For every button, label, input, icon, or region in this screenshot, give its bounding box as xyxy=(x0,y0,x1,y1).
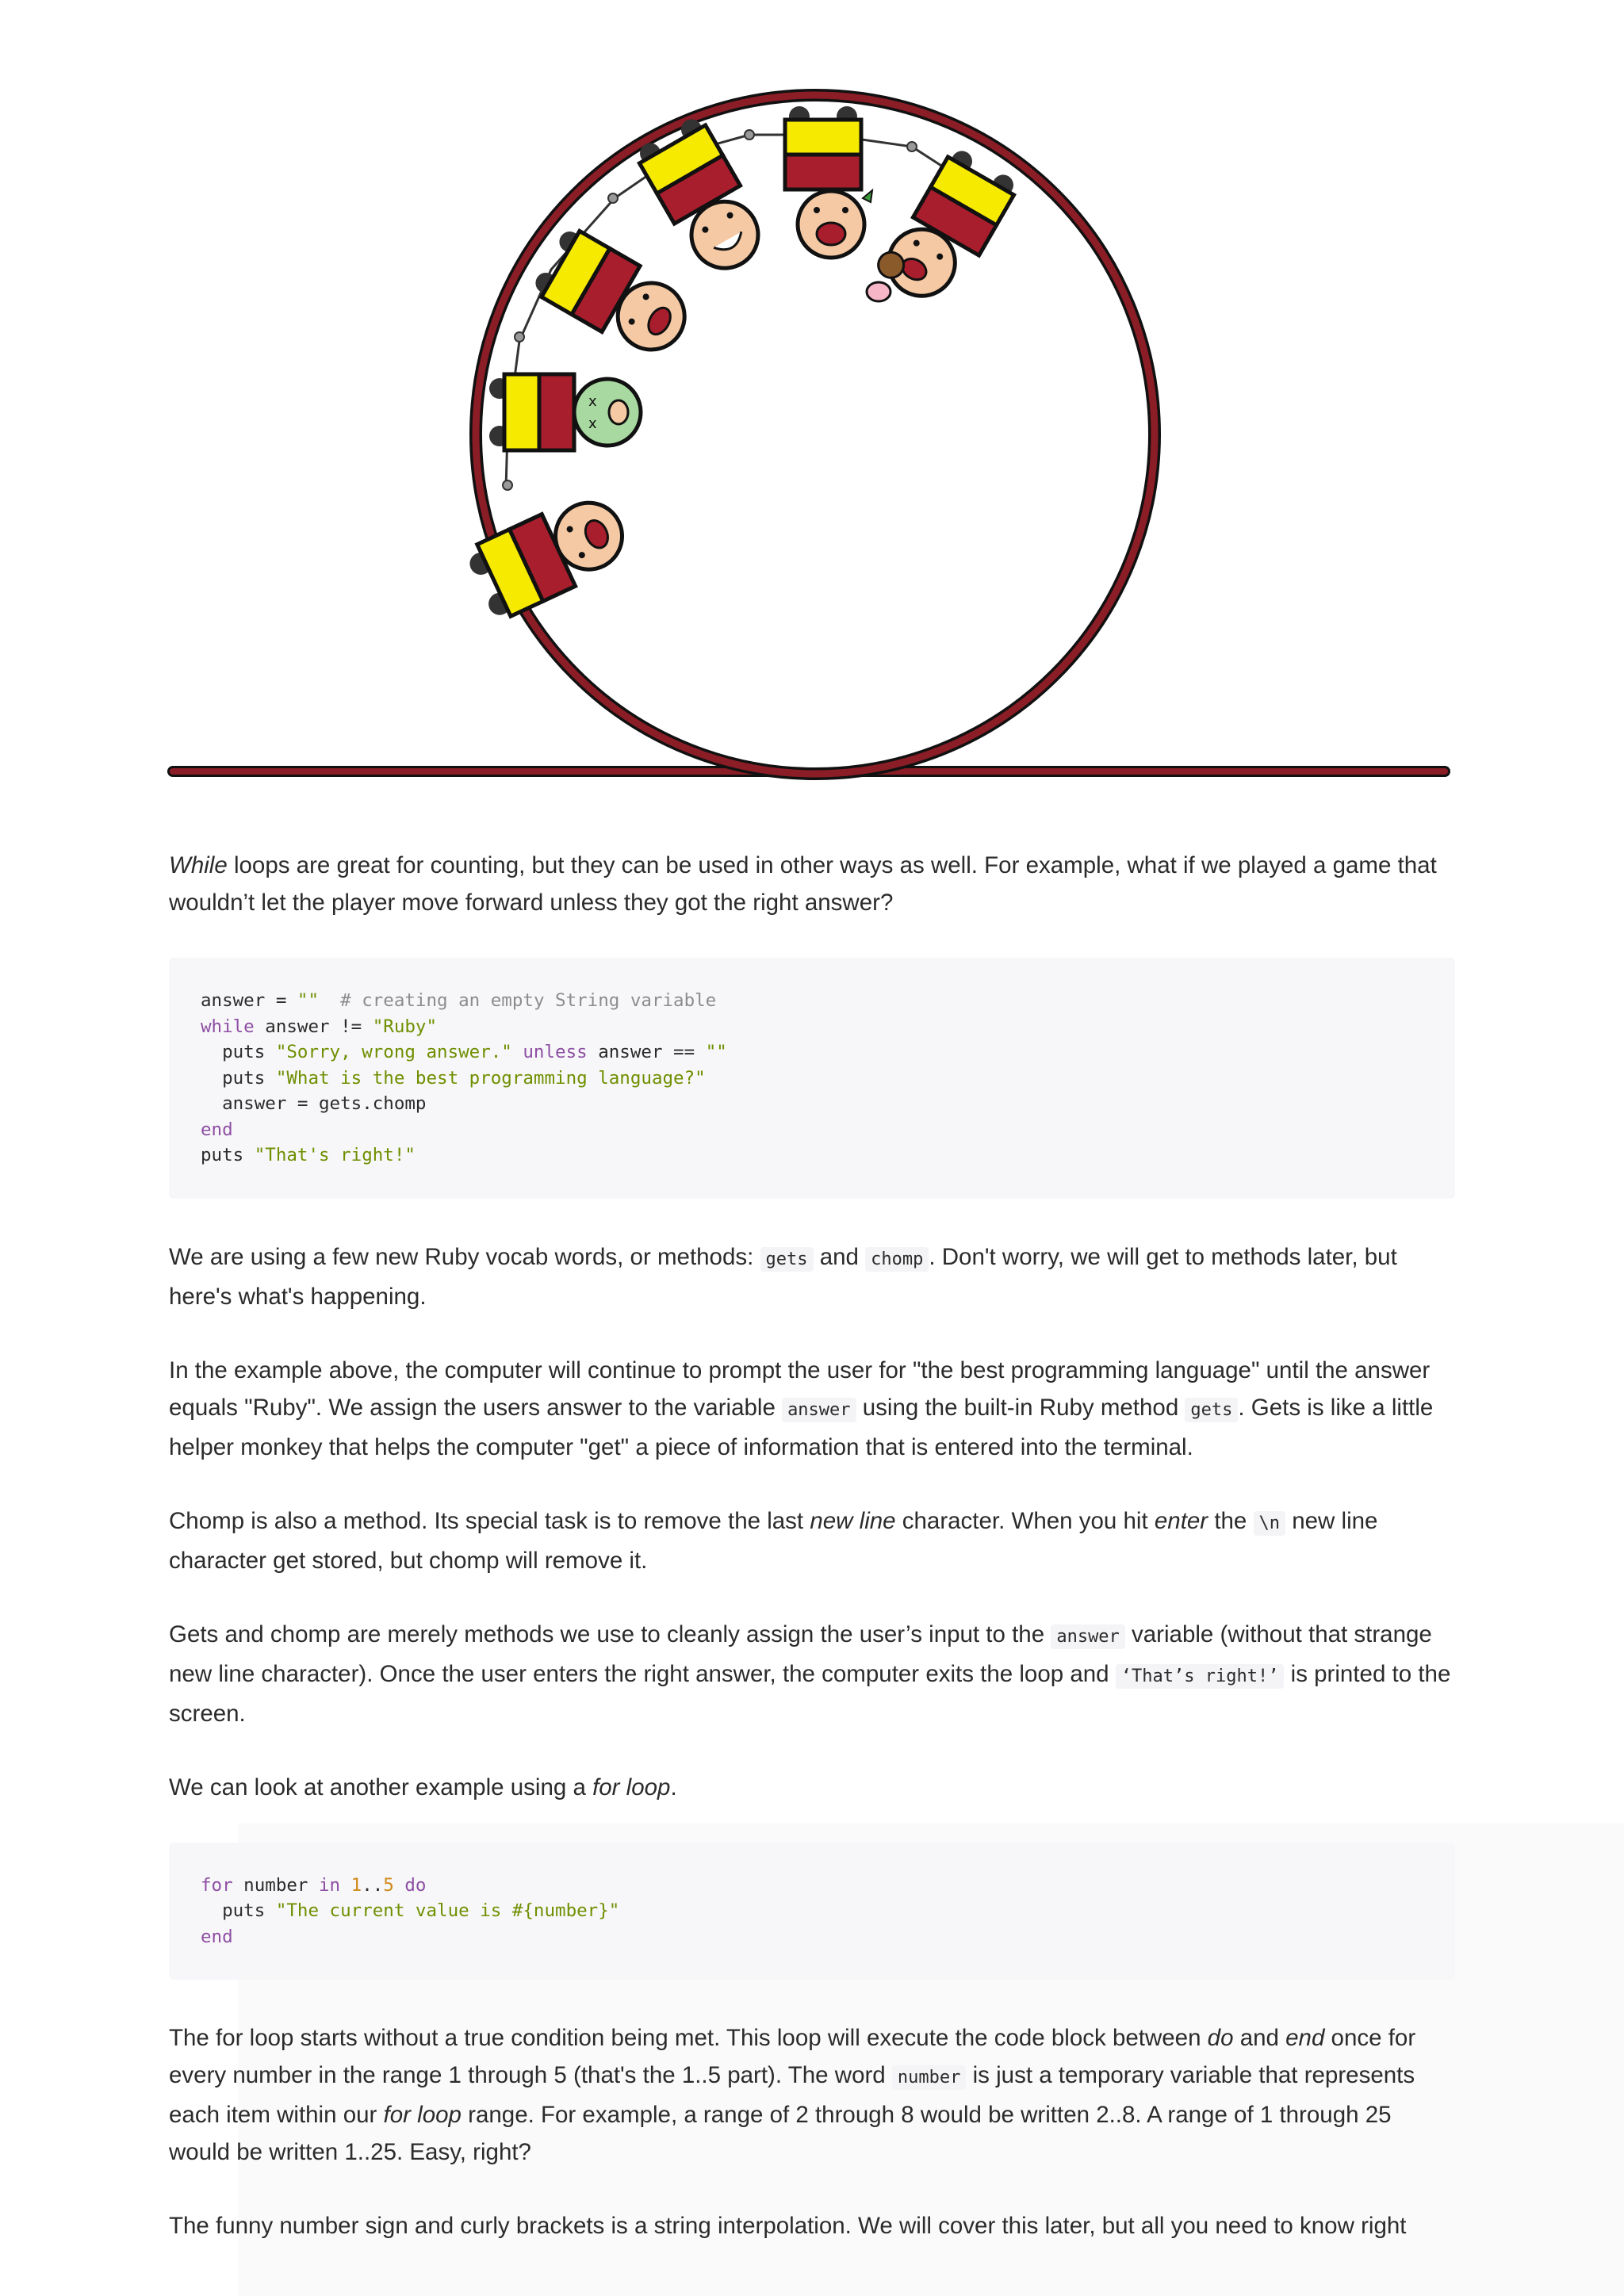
inline-code-chomp: chomp xyxy=(865,1247,929,1272)
code-number: 1 xyxy=(340,1874,362,1896)
emphasis-while: While xyxy=(169,852,228,878)
code-keyword: while xyxy=(201,1016,255,1037)
code-token: answer != xyxy=(254,1016,373,1037)
inline-code-gets: gets xyxy=(1185,1398,1238,1422)
code-keyword: for xyxy=(201,1874,233,1896)
emphasis-enter: enter xyxy=(1154,1507,1208,1534)
paragraph-text: is printed to the screen. xyxy=(169,1660,1451,1727)
coaster-car-5 xyxy=(785,106,872,258)
inline-code-newline: \n xyxy=(1254,1511,1286,1536)
paragraph-text: In the example above, the computer will continue to prompt the user for "the best programming language" until the answer equals "Ruby". We assign the users answer to the variable xyxy=(169,1357,1431,1421)
code-keyword: end xyxy=(201,1926,233,1947)
paragraph-text: Gets and chomp are merely methods we use to cleanly assign the user’s input to the xyxy=(169,1621,1051,1647)
paragraph-methods-intro xyxy=(169,1238,1455,1315)
emphasis-do: do xyxy=(1207,2025,1234,2051)
paragraph-gets-chomp-summary xyxy=(169,1616,1455,1732)
code-token: .. xyxy=(362,1874,384,1896)
code-keyword: unless xyxy=(511,1042,588,1062)
paragraph-text: new line character get stored, but chomp will remove it. xyxy=(169,1507,1378,1574)
emphasis-for-loop: for loop xyxy=(383,2102,462,2128)
paragraph-text: and xyxy=(1233,2025,1286,2051)
paragraph-text: . Don't worry, we will get to methods later, but here's what's happening. xyxy=(169,1243,1397,1310)
code-keyword: do xyxy=(393,1874,427,1896)
paragraph-chomp-explanation xyxy=(169,1502,1455,1579)
code-number: 5 xyxy=(383,1874,394,1896)
paragraph-text: We can look at another example using a xyxy=(169,1774,593,1800)
code-token: puts xyxy=(201,1067,276,1089)
paragraph-interpolation xyxy=(169,2207,1455,2244)
code-line xyxy=(201,1066,1423,1092)
paragraph-text: range. For example, a range of 2 through 8 would be written 2..8. A range of 1 through 25 would be written 1..25. Easy, right? xyxy=(169,2102,1392,2165)
code-string: "What is the best programming language?" xyxy=(275,1067,706,1089)
paragraph-text: . xyxy=(670,1774,677,1800)
inline-code-answer: answer xyxy=(1051,1624,1124,1649)
paragraph-text: variable (without that strange new line character). Once the user enters the right answer, the computer exits the loop and xyxy=(169,1621,1432,1687)
code-string: "The current value is #{number}" xyxy=(275,1900,620,1921)
code-line xyxy=(201,1924,1423,1950)
code-token: number xyxy=(232,1874,320,1896)
code-keyword: end xyxy=(201,1119,233,1140)
code-token: answer = xyxy=(201,990,297,1011)
inline-code-answer: answer xyxy=(782,1398,856,1422)
code-token: answer = gets.chomp xyxy=(201,1093,427,1114)
paragraph-text: . Gets is like a little helper monkey that helps the computer "get" a piece of information that is entered into the terminal. xyxy=(169,1394,1434,1460)
code-string: "" xyxy=(297,990,320,1011)
paragraph-while-intro xyxy=(169,847,1455,921)
code-comment: # creating an empty String variable xyxy=(319,990,717,1011)
code-line xyxy=(201,1873,1423,1899)
paragraph-text: character. When you hit xyxy=(895,1507,1155,1534)
emphasis-for-loop: for loop xyxy=(592,1774,671,1800)
paragraph-text: The for loop starts without a true condition being met. This loop will execute the code block between xyxy=(169,2025,1208,2051)
code-token: puts xyxy=(201,1145,255,1165)
code-token: puts xyxy=(201,1042,276,1062)
paragraph-text: The funny number sign and curly brackets is a string interpolation. We will cover this later, but all you need to know right xyxy=(169,2213,1407,2239)
paragraph-text: loops are great for counting, but they can be used in other ways as well. For example, what if we played a game that wouldn’t let the player move forward unless they got the right answer? xyxy=(169,852,1437,916)
code-token: answer == xyxy=(587,1042,706,1062)
inline-code-number: number xyxy=(892,2065,966,2090)
code-string: "That's right!" xyxy=(254,1145,416,1165)
code-line xyxy=(201,1091,1423,1117)
code-line xyxy=(201,1014,1423,1040)
paragraph-for-loop-explanation xyxy=(169,2019,1455,2171)
code-string: "Sorry, wrong answer." xyxy=(275,1042,512,1062)
emphasis-end: end xyxy=(1285,2025,1325,2051)
code-line xyxy=(201,1039,1423,1066)
paragraph-gets-explanation xyxy=(169,1352,1455,1466)
paragraph-for-loop-intro xyxy=(169,1769,1455,1806)
svg-text:x: x xyxy=(588,393,597,410)
falling-item xyxy=(867,282,891,301)
coaster-car-2 xyxy=(489,374,641,450)
emphasis-new-line: new line xyxy=(810,1507,896,1534)
code-line xyxy=(201,1898,1423,1924)
paragraph-text: Chomp is also a method. Its special task is to remove the last xyxy=(169,1507,810,1534)
loop-roller-coaster-illustration xyxy=(159,79,1475,793)
code-token: puts xyxy=(201,1900,276,1921)
paragraph-text: We are using a few new Ruby vocab words, or methods: xyxy=(169,1243,760,1270)
code-block-for-loop xyxy=(169,1843,1455,1980)
code-string: "" xyxy=(705,1042,727,1062)
svg-text:x: x xyxy=(588,415,597,432)
code-line xyxy=(201,988,1423,1014)
code-keyword: in xyxy=(319,1874,341,1896)
code-block-while-loop xyxy=(169,958,1455,1199)
paragraph-text: is just a temporary variable that represents each item within our xyxy=(169,2062,1415,2128)
code-line xyxy=(201,1117,1423,1143)
paragraph-text: using the built-in Ruby method xyxy=(856,1394,1185,1421)
inline-code-thats-right: ‘That’s right!’ xyxy=(1116,1664,1285,1689)
code-string: "Ruby" xyxy=(372,1016,438,1037)
inline-code-gets: gets xyxy=(760,1247,814,1272)
code-line xyxy=(201,1142,1423,1169)
paragraph-text: the xyxy=(1208,1507,1254,1534)
paragraph-text: once for every number in the range 1 through 5 (that's the 1..5 part). The word xyxy=(169,2025,1416,2088)
article-content xyxy=(169,847,1455,2281)
paragraph-text: and xyxy=(813,1243,866,1270)
